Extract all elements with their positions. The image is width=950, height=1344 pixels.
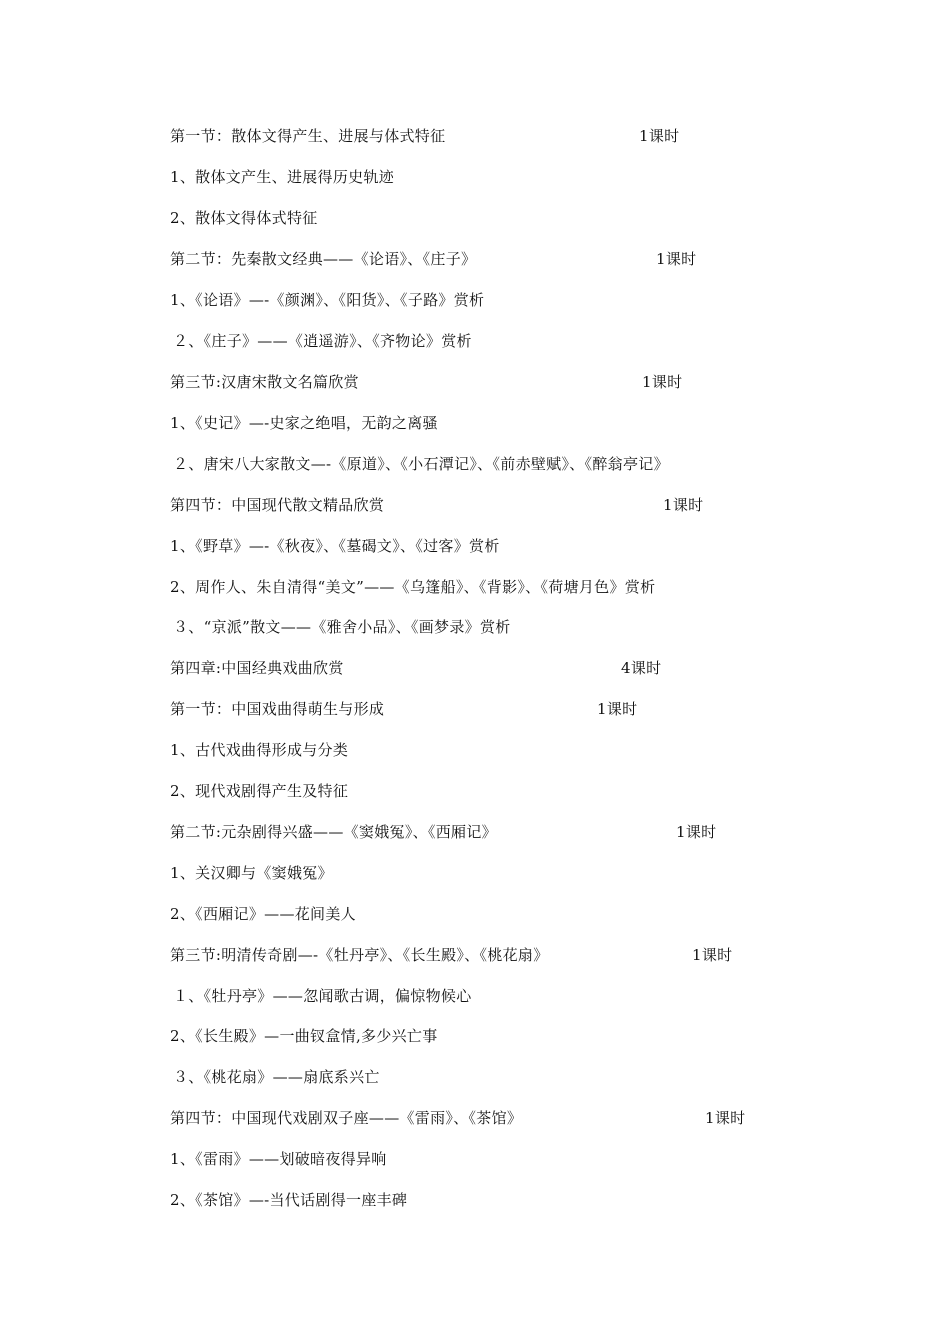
list-item: 2、现代戏剧得产生及特征 bbox=[170, 782, 349, 800]
section-heading: 第二节:元杂剧得兴盛——《窦娥冤》、《西厢记》 bbox=[170, 823, 497, 841]
class-hours: 1课时 bbox=[705, 1109, 746, 1127]
list-item: 1、《野草》—-《秋夜》、《墓碣文》、《过客》赏析 bbox=[170, 537, 500, 555]
section-heading: 第一节：散体文得产生、进展与体式特征 bbox=[170, 127, 446, 145]
class-hours: 1课时 bbox=[692, 946, 733, 964]
section-heading: 第三节:汉唐宋散文名篇欣赏 bbox=[170, 373, 359, 391]
list-item: 1、古代戏曲得形成与分类 bbox=[170, 741, 349, 759]
chapter-heading: 第四章:中国经典戏曲欣赏 bbox=[170, 659, 344, 677]
section-heading: 第四节：中国现代戏剧双子座——《雷雨》、《茶馆》 bbox=[170, 1109, 523, 1127]
section-heading: 第一节：中国戏曲得萌生与形成 bbox=[170, 700, 385, 718]
list-item: 1、关汉卿与《窦娥冤》 bbox=[170, 864, 333, 882]
class-hours: 1课时 bbox=[663, 496, 704, 514]
section-heading: 第二节：先秦散文经典——《论语》、《庄子》 bbox=[170, 250, 477, 268]
list-item: 1、散体文产生、进展得历史轨迹 bbox=[170, 168, 395, 186]
list-item: 2、《茶馆》—-当代话剧得一座丰碑 bbox=[170, 1191, 408, 1209]
list-item: 1、《史记》—-史家之绝唱，无韵之离骚 bbox=[170, 414, 438, 432]
class-hours: 1课时 bbox=[597, 700, 638, 718]
section-heading: 第三节:明清传奇剧—-《牡丹亭》、《长生殿》、《桃花扇》 bbox=[170, 946, 549, 964]
list-item: ２、唐宋八大家散文—-《原道》、《小石潭记》、《前赤壁赋》、《醉翁亭记》 bbox=[173, 455, 669, 473]
list-item: ３、《桃花扇》——扇底系兴亡 bbox=[173, 1068, 380, 1086]
list-item: 2、《长生殿》—一曲钗盒情,多少兴亡事 bbox=[170, 1027, 438, 1045]
list-item: １、《牡丹亭》——忽闻歌古调，偏惊物候心 bbox=[173, 987, 472, 1005]
list-item: 2、散体文得体式特征 bbox=[170, 209, 318, 227]
list-item: 2、《西厢记》——花间美人 bbox=[170, 905, 356, 923]
class-hours: 1课时 bbox=[676, 823, 717, 841]
list-item: 1、《论语》—-《颜渊》、《阳货》、《子路》赏析 bbox=[170, 291, 485, 309]
list-item: ２、《庄子》——《逍遥游》、《齐物论》赏析 bbox=[173, 332, 472, 350]
class-hours: 1课时 bbox=[639, 127, 680, 145]
class-hours: 1课时 bbox=[656, 250, 697, 268]
list-item: ３、“京派”散文——《雅舍小品》、《画梦录》赏析 bbox=[173, 618, 511, 636]
section-heading: 第四节：中国现代散文精品欣赏 bbox=[170, 496, 385, 514]
list-item: 1、《雷雨》——划破暗夜得异响 bbox=[170, 1150, 387, 1168]
class-hours: 1课时 bbox=[642, 373, 683, 391]
list-item: 2、周作人、朱自清得“美文”——《乌篷船》、《背影》、《荷塘月色》赏析 bbox=[170, 578, 656, 596]
class-hours: 4课时 bbox=[621, 659, 662, 677]
